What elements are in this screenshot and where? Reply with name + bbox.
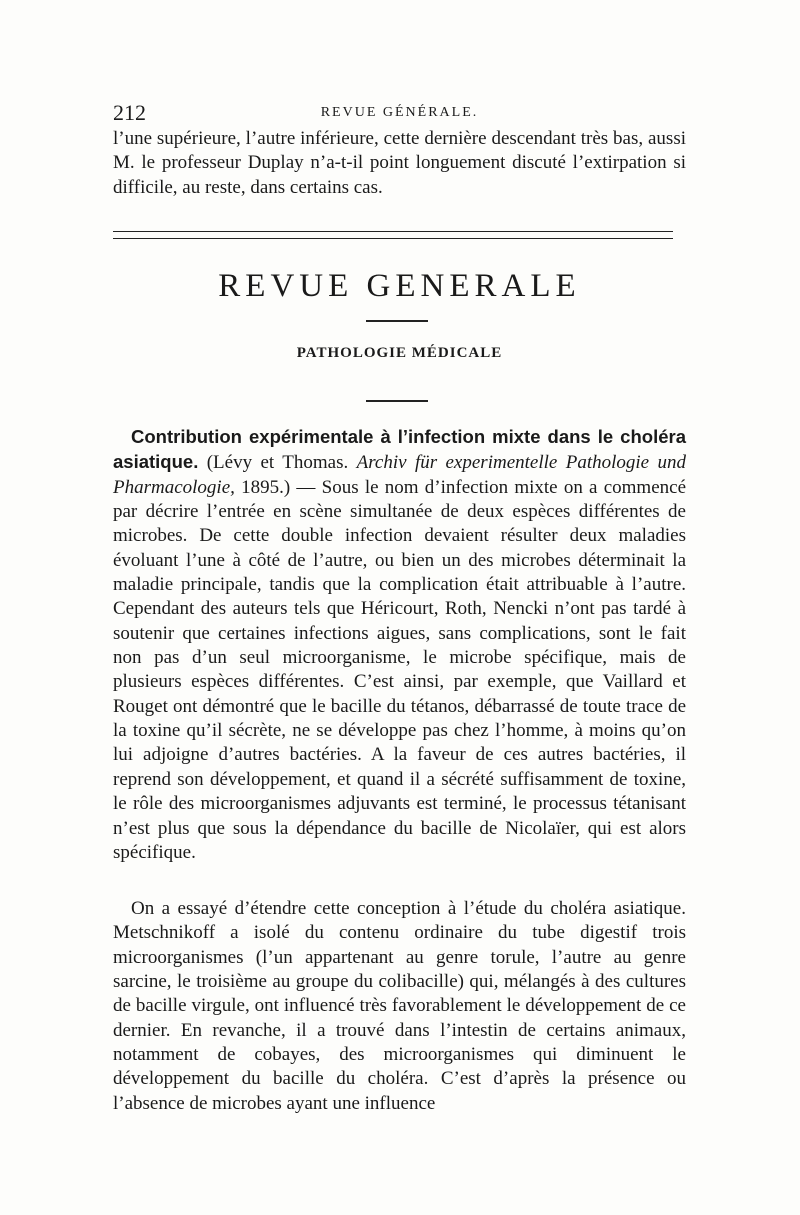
section-divider-top bbox=[113, 231, 673, 232]
article-citation-end: 1895.) — bbox=[234, 476, 322, 498]
article-paragraph bbox=[113, 425, 686, 865]
page-number: 212 bbox=[113, 100, 146, 125]
lead-paragraph: l’une supérieure, l’autre inférieure, cette dernière descendant très bas, aussi M. le professeur Duplay n’a-t-il point longuement discuté l’extirpation si difficile, au reste, dans certains cas. bbox=[113, 128, 686, 198]
section-subtitle: PATHOLOGIE MÉDICALE bbox=[296, 345, 503, 361]
article-authors: (Lévy et Thomas. bbox=[198, 452, 357, 474]
article-body: Sous le nom d’infection mixte on a commencé par décrire l’entrée en scène simultanée de deux espèces différentes de microbes. De cette double infection devaient résulter deux maladies évoluant l’une à côté de l’autre, ou bien un des microbes déterminait la maladie principale, tandis que la complication était attribuable à l’autre. Cependant des auteurs tels que Héricourt, Roth, Nencki n’ont pas tardé à soutenir que certaines infections aigues, sans complications, sont le fait non pas d’un seul microorganisme, le microbe spécifique, mais de plusieurs espèces différentes. C’est ainsi, par exemple, que Vaillard et Rouget ont démontré que le bacille du tétanos, débarrassé de toute trace de la toxine qu’il sécrète, ne se développe pas chez l’homme, à moins qu’on lui adjoigne d’autres bactéries. A la faveur de ces autres bactéries, il reprend son développement, et quand il a sécrété suffisamment de toxine, le rôle des microorganismes adjuvants est terminé, le processus tétanisant n’est plus que sous la dépendance du bacille de Nicolaïer, qui est alors spécifique. bbox=[113, 476, 686, 863]
subtitle-rule bbox=[366, 400, 428, 402]
running-head: REVUE GÉNÉRALE. bbox=[320, 105, 479, 120]
continuation-paragraph: On a essayé d’étendre cette conception à l’étude du choléra asiatique. Metschnikoff a isolé du contenu ordinaire du tube digestif trois microorganismes (l’un appartenant au genre torule, l’autre au genre sarcine, le troisième au groupe du colibacille) qui, mélangés à des cultures de bacille virgule, ont influencé très favorablement le développement de ce dernier. En revanche, il a trouvé dans l’intestin de certains animaux, notamment de cobayes, des microorganismes qui diminuent le développement du bacille du choléra. C’est d’après la présence ou l’absence de microbes ayant une influence bbox=[113, 898, 686, 1114]
page-header bbox=[113, 100, 686, 128]
section-divider-bottom bbox=[113, 238, 673, 239]
article-title: Contribution expérimentale à l’infection mixte dans le choléra asiatique. bbox=[113, 426, 686, 473]
article-journal: Archiv für experimentelle Pathologie und Pharmacologie, bbox=[113, 452, 686, 498]
section-title: REVUE GENERALE bbox=[218, 268, 581, 304]
title-rule bbox=[366, 320, 428, 322]
